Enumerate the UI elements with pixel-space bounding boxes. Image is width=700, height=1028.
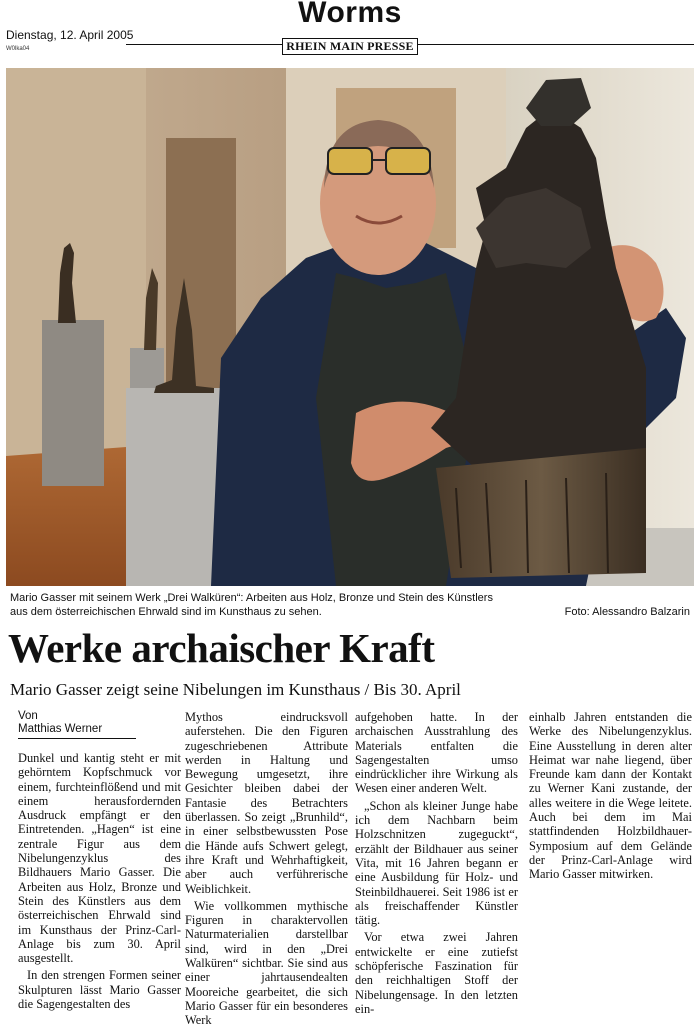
paragraph: einhalb Jahren entstanden die Werke des Nibelungenzyklus. Eine Ausstellung in deren alter Heimat war nahe liegend, über Freunde kam dann der Kontakt zu Werner Kani zustande, der alles weitere in die Wege leitete. Auch bei dem im Mai stattfindenden Holzbildhauer-Symposium auf dem Gelände der Prinz-Carl-Anlage wird Mario Gasser mitwirken.: [529, 710, 692, 882]
article-column-2: [185, 710, 348, 1028]
newspaper-name-label: RHEIN MAIN PRESSE: [282, 38, 417, 55]
page-code: W0lka04: [6, 46, 30, 52]
subheadline: Mario Gasser zeigt seine Nibelungen im Kunsthaus / Bis 30. April: [10, 680, 461, 699]
paragraph: „Schon als kleiner Junge habe ich dem Nachbarn beim Holzschnitzen zugeguckt“, erzählt der Bildhauer aus seiner Vita, mit 16 Jahren begann er eine Ausbildung für Holz- und Steinbildhauerei. Seit 1986 ist er als freischaffender Künstler tätig.: [355, 798, 518, 928]
newspaper-name: [0, 37, 700, 55]
byline-author: Matthias Werner: [18, 723, 103, 735]
article-photo: [6, 68, 694, 586]
paragraph: Dunkel und kantig steht er mit gehörntem Kopfschmuck vor einem, furchteinflößend und mit einem herausfordernden Ausdruck empfängt er den Eintretenden. „Hagen“ ist eine zentrale Figur aus dem Nibelungenzyklus des Bildhauers Mario Gasser. Die Arbeiten aus Holz, Bronze und Stein des Künstlers aus dem österreichischen Ehrwald sind im Kunsthaus der Prinz-Carl-Anlage bis zum 30. April ausgestellt.: [18, 751, 181, 966]
caption-line-2: aus dem österreichischen Ehrwald sind im Kunsthaus zu sehen.: [10, 606, 322, 618]
article-column-1: [18, 710, 181, 1011]
paragraph: Mythos eindrucksvoll auferstehen. Die den Figuren zugeschriebenen Attribute werden in Haltung und Bewegung umgesetzt, ihre Gesichter bleiben dabei der Fantasie des Betrachters überlassen. So zeigt „Brunhild“, in einer selbstbewussten Pose die Hände aufs Schwert gelegt, ihre Kraft und Wehrhaftigkeit, aber auch verführerische Weiblichkeit.: [185, 710, 348, 896]
photo-caption: [10, 591, 692, 619]
paragraph: In den strengen Formen seiner Skulpturen lässt Mario Gasser die Sagengestalten des: [18, 968, 181, 1012]
photo-credit: Foto: Alessandro Balzarin: [564, 606, 690, 618]
photo-illustration: [6, 68, 694, 586]
article-column-3: [355, 710, 518, 1016]
issue-date: Dienstag, 12. April 2005: [6, 28, 134, 42]
paragraph: Wie vollkommen mythische Figuren in charaktervollen Naturmaterialien darstellbar sind, wird in den „Drei Walküren“ sichtbar. Sie sind aus einer jahrtausendealten Mooreiche gearbeitet, die sich Mario Gasser für ein besonderes Werk: [185, 898, 348, 1028]
paragraph: Vor etwa zwei Jahren entwickelte er eine zutiefst schöpferische Faszination für den reichhaltigen Stoff der Nibelungensage. In den letzten ein-: [355, 930, 518, 1016]
article-column-4: [529, 710, 692, 882]
headline: Werke archaischer Kraft: [8, 625, 435, 671]
page-header: [0, 0, 700, 62]
caption-line-1: Mario Gasser mit seinem Werk „Drei Walküren“: Arbeiten aus Holz, Bronze und Stein des Künstlers: [10, 592, 493, 604]
byline: [18, 710, 136, 739]
byline-von: Von: [18, 710, 38, 722]
section-title: Worms: [298, 0, 402, 29]
paragraph: aufgehoben hatte. In der archaischen Ausstrahlung des Materials entfalten die Sagengestalten umso eindrücklicher ihre Wirkung als Wesen einer anderen Welt.: [355, 710, 518, 796]
